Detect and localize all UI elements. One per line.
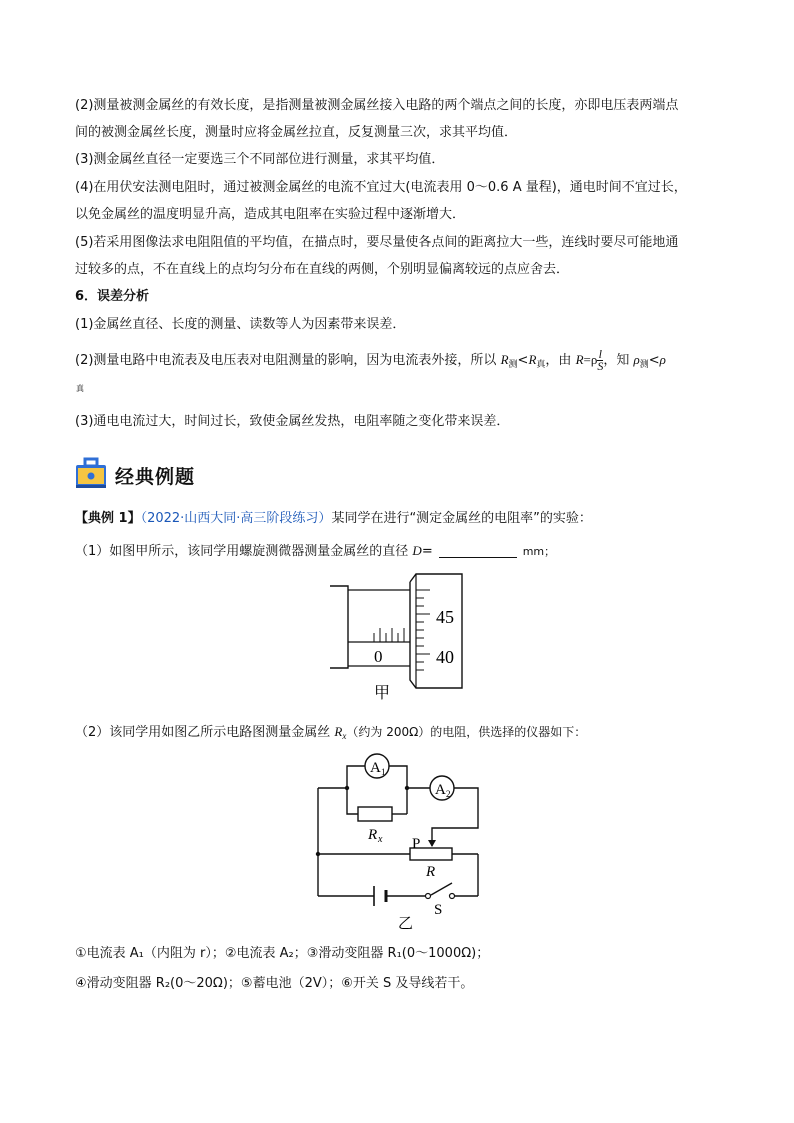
a1-label: A <box>370 760 381 776</box>
r-true-symbol: R <box>528 352 537 367</box>
diameter-var: D <box>412 543 422 558</box>
error-analysis-heading: 6．误差分析 <box>75 289 150 304</box>
tick-label-40: 40 <box>436 647 454 667</box>
formula-r: R <box>575 352 584 367</box>
rho-measured: ρ <box>633 352 640 367</box>
rx-label: R <box>368 827 378 843</box>
error-item-2 <box>75 349 666 375</box>
s-label: S <box>434 902 443 918</box>
comma-you: ，由 <box>545 353 572 368</box>
a1-subscript: 1 <box>381 767 386 777</box>
fraction-denominator: S <box>597 359 604 373</box>
rx-var: R <box>334 724 343 739</box>
equals-sign: = <box>421 544 433 559</box>
example-source: （2022·山西大同·高三阶段练习） <box>140 511 332 526</box>
sub-true: 真 <box>536 360 546 370</box>
note-2-line1: (2)测量被测金属丝的有效长度，是指测量被测金属丝接入电路的两个端点之间的长度，亦即电压表两端点 <box>75 98 679 113</box>
formula-eq-rho: =ρ <box>583 352 598 367</box>
unit-mm: mm； <box>522 545 556 558</box>
tick-label-0: 0 <box>374 647 383 666</box>
rx-label-sub: x <box>378 834 383 845</box>
less-than: < <box>517 353 529 368</box>
micrometer-figure <box>318 568 478 702</box>
example-intro-text: 某同学在进行“测定金属丝的电阻率”的实验： <box>331 511 592 526</box>
r-measured-symbol: R <box>500 352 509 367</box>
example-tag: 【典例 1】 <box>75 511 141 526</box>
note-5-line1: (5)若采用图像法求电阻阻值的平均值，在描点时，要尽量使各点间的距离拉大一些，连线时要尽可能地通 <box>75 235 679 250</box>
p-label: P <box>412 836 421 852</box>
rho-sub-measured: 测 <box>639 360 649 370</box>
answer-blank[interactable] <box>439 543 517 558</box>
error-item-2-text: (2)测量电路中电流表及电压表对电阻测量的影响，因为电流表外接，所以 <box>75 353 497 368</box>
section-header <box>75 457 195 493</box>
section-title: 经典例题 <box>115 465 196 488</box>
sub-measured: 测 <box>508 360 518 370</box>
note-2-line2: 间的被测金属丝长度，测量时应将金属丝拉直，反复测量三次，求其平均值． <box>75 125 518 140</box>
rho-true: ρ <box>659 352 666 367</box>
rx-sub: x <box>342 731 347 741</box>
overflow-subscript: 真 <box>76 384 84 393</box>
circuit-figure <box>310 752 490 932</box>
note-3: (3)测金属丝直径一定要选三个不同部位进行测量，求其平均值． <box>75 152 445 167</box>
question-2 <box>75 722 586 746</box>
toolbox-icon <box>75 456 107 494</box>
equipment-line-1: ①电流表 A₁（内阻为 r）；②电流表 A₂；③滑动变阻器 R₁(0～1000Ω)； <box>75 946 490 961</box>
equipment-line-2: ④滑动变阻器 R₂(0～20Ω)；⑤蓄电池（2V）；⑥开关 S 及导线若干。 <box>75 976 474 991</box>
tick-label-45: 45 <box>436 607 454 627</box>
fraction-numerator: l <box>598 347 603 361</box>
less-than-2: < <box>648 353 660 368</box>
question-2-text: （2）该同学用如图乙所示电路图测量金属丝 <box>75 725 331 740</box>
question-1 <box>75 541 555 562</box>
slider-arrow <box>428 840 436 847</box>
question-1-text: （1）如图甲所示，该同学用螺旋测微器测量金属丝的直径 <box>75 544 409 559</box>
figure-a-caption: 甲 <box>374 685 391 702</box>
question-2-suffix: （约为 200Ω）的电阻，供选择的仪器如下： <box>346 725 587 739</box>
know-text: ，知 <box>603 353 630 368</box>
a2-subscript: 2 <box>446 789 451 799</box>
r-label: R <box>426 864 436 880</box>
error-item-3: (3)通电电流过大，时间过长，致使金属丝发热，电阻率随之变化带来误差． <box>75 414 510 429</box>
figure-b-caption: 乙 <box>398 916 414 932</box>
note-5-line2: 过较多的点，不在直线上的点均匀分布在直线的两侧，个别明显偏离较远的点应舍去． <box>75 262 570 277</box>
error-item-1: (1)金属丝直径、长度的测量、读数等人为因素带来误差． <box>75 317 406 332</box>
note-4-line2: 以免金属丝的温度明显升高，造成其电阻率在实验过程中逐渐增大． <box>75 207 466 222</box>
note-4-line1: (4)在用伏安法测电阻时，通过被测金属丝的电流不宜过大(电流表用 0～0.6 A 量程)，通电时间不宜过长， <box>75 180 687 195</box>
example-intro <box>75 509 592 529</box>
a2-label: A <box>435 782 446 798</box>
